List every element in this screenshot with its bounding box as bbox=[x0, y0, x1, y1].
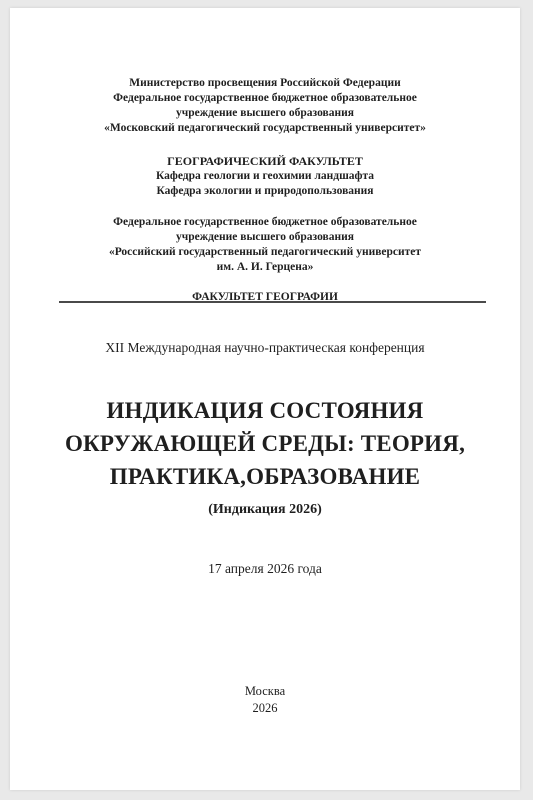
department-line-1: Кафедра геологии и геохимии ландшафта bbox=[155, 170, 375, 182]
title-line-2: ОКРУЖАЮЩЕЙ СРЕДЫ: ТЕОРИЯ, bbox=[64, 431, 466, 456]
herzen-line-2: учреждение высшего образования bbox=[176, 231, 354, 243]
conference-short-name: (Индикация 2026) bbox=[208, 502, 322, 517]
imprint-city: Москва bbox=[244, 684, 286, 698]
conference-name: XII Международная научно-практическая конференция bbox=[105, 340, 425, 355]
institution-type-line-2: учреждение высшего образования bbox=[176, 107, 354, 119]
herzen-line-3: «Российский государственный педагогический университет bbox=[108, 246, 422, 258]
title-line-3: ПРАКТИКА,ОБРАЗОВАНИЕ bbox=[109, 464, 421, 489]
herzen-block bbox=[10, 215, 520, 275]
horizontal-divider bbox=[59, 301, 486, 303]
herzen-line-1: Федеральное государственное бюджетное образовательное bbox=[113, 216, 417, 228]
university-name-line: «Московский педагогический государственный университет» bbox=[104, 122, 426, 134]
imprint-block bbox=[10, 683, 520, 717]
faculty-geography: ФАКУЛЬТЕТ ГЕОГРАФИИ bbox=[192, 291, 338, 303]
title-line-1: ИНДИКАЦИЯ СОСТОЯНИЯ bbox=[106, 398, 424, 423]
herzen-line-4: им. А. И. Герцена» bbox=[216, 261, 314, 273]
conference-title bbox=[10, 394, 520, 493]
document-page bbox=[10, 8, 520, 790]
faculty-heading: ГЕОГРАФИЧЕСКИЙ ФАКУЛЬТЕТ bbox=[167, 154, 363, 168]
institution-block bbox=[10, 76, 520, 136]
faculty-block bbox=[10, 154, 520, 199]
conference-date: 17 апреля 2026 года bbox=[208, 561, 322, 576]
imprint-year: 2026 bbox=[252, 701, 278, 715]
ministry-line: Министерство просвещения Российской Федерации bbox=[129, 77, 401, 89]
department-line-2: Кафедра экологии и природопользования bbox=[156, 185, 374, 197]
institution-type-line: Федеральное государственное бюджетное образовательное bbox=[113, 92, 417, 104]
